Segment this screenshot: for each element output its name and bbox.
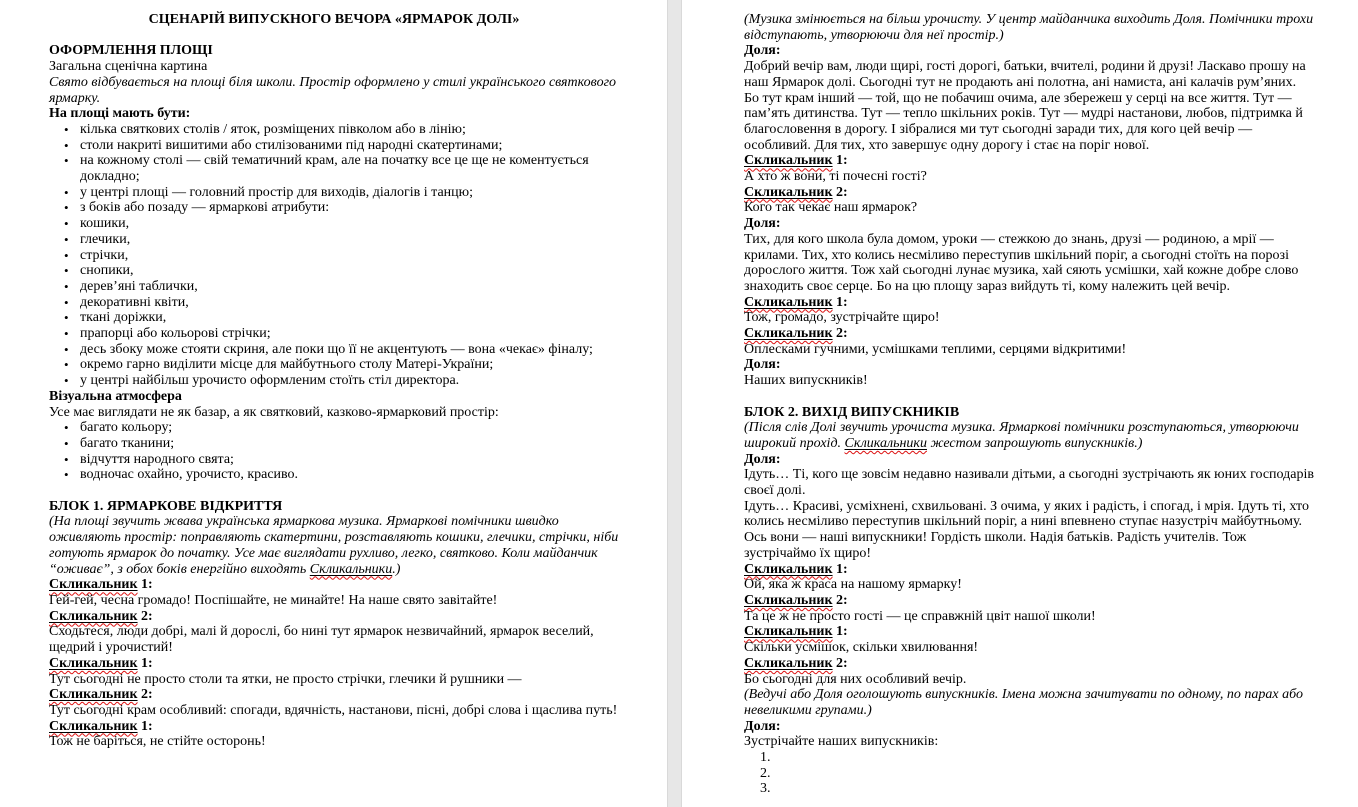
misspelled-word: Скликальники — [309, 561, 393, 577]
paragraph-line: Зустрічайте наших випускників: — [744, 734, 939, 750]
paragraph-line: Тож, громадо, зустрічайте щиро! — [744, 310, 940, 326]
bullet-marker-icon: • — [64, 184, 69, 200]
speaker-label: Доля: — [744, 718, 781, 734]
misspelled-word: Скликальник — [744, 326, 833, 342]
paragraph-line: Кого так чекає наш ярмарок? — [744, 200, 918, 216]
stage-direction: (Ведучі або Доля оголошують випускників. Імена можна зачитувати по одному, по парах або невеликими групами.) — [744, 687, 1303, 718]
paragraph-line: Добрий вечір вам, люди щирі, гості дорогі, батьки, вчителі, родини й друзі! Ласкаво прошу на наш Ярмарок долі. Сьогодні тут не продають ані полотна, ані намиста, ані калачів рум’яних. Бо тут крам інший — той, що не побачиш очима, але збережеш у серці на все життя. Тут — пам’ять дитинства. Тут — тепло шкільних років. Тут — мудрі настанови, любов, підтримка й благословення в дорогу. І зібралися ми тут сьогодні заради тих, для кого цей вечір — особливий. Для тих, хто завершує одну дорогу і стає на поріг нової. — [744, 59, 1306, 153]
paragraph-line: Та це ж не просто гості — це справжній цвіт нашої школи! — [744, 608, 1096, 624]
page-gap-divider — [667, 0, 682, 807]
paragraph-line: Тих, для кого школа була домом, уроки — стежкою до знань, друзі — родиною, а мрії — крилами. Тих, хто колись несміливо переступив шкільний поріг, а сьогодні стоїть на порозі дорослого життя. Тож хай сьогодні лунає музика, хай сяють усмішки, хай кожне добре слово знаходить своє серце. Бо на цю площу зараз вийдуть ті, кому належить цей вечір. — [744, 231, 1299, 294]
bullet-marker-icon: • — [64, 121, 69, 137]
misspelled-word: Скликальник — [744, 624, 833, 640]
bullet-item: • дерев’яні таблички, — [64, 278, 198, 294]
bullet-marker-icon: • — [64, 153, 69, 169]
speaker-label: Скликальник 2: — [744, 593, 848, 608]
paragraph-line: Сходьтеся, люди добрі, малі й дорослі, бо нині тут ярмарок незвичайний, ярмарок веселий, щедрий і урочистий! — [49, 624, 594, 656]
bullet-item: • столи накриті вишитими або стилізованими під народні скатертинами; — [64, 137, 503, 153]
paragraph-line: Скільки усмішок, скільки хвилювання! — [744, 640, 979, 656]
bullet-item: • стрічки, — [64, 247, 129, 263]
paragraph-line: Тож не баріться, не стійте осторонь! — [49, 734, 266, 750]
misspelled-word: Скликальник — [744, 294, 833, 310]
misspelled-word: Скликальник — [49, 718, 138, 734]
page-2 — [682, 0, 1343, 807]
numbered-item: 1. — [760, 750, 771, 766]
misspelled-word: Скликальник — [744, 153, 833, 169]
misspelled-word: Скликальники — [844, 435, 927, 451]
bullet-list — [49, 122, 619, 389]
bullet-marker-icon: • — [64, 467, 69, 483]
paragraph-line: Оплесками гучними, усмішками теплими, серцями відкритими! — [744, 341, 1127, 357]
speaker-label: Скликальник 2: — [49, 608, 153, 624]
misspelled-word: Скликальник — [744, 561, 833, 577]
speaker-label: Доля: — [744, 357, 781, 373]
page-2-content — [744, 12, 1314, 797]
bullet-item: • десь збоку може стояти скриня, але поки що її не акцентують — вона «чекає» фіналу; — [64, 341, 593, 357]
bold-line: Візуальна атмосфера — [49, 388, 182, 404]
misspelled-word: Скликальник — [744, 184, 833, 200]
paragraph-line: Гей-гей, чесна громадо! Поспішайте, не минайте! На наше свято завітайте! — [49, 592, 498, 608]
speaker-label: Скликальник 1: — [744, 153, 848, 169]
stage-direction: (Після слів Долі звучить урочиста музика. Ярмаркові помічники розступаються, утворюючи широкий прохід. Скликальники жестом запрошують випускників.) — [744, 420, 1299, 451]
bullet-item: • кошики, — [64, 216, 130, 232]
bullet-marker-icon: • — [64, 278, 69, 294]
paragraph-line: Тут сьогодні не просто столи та ятки, не просто стрічки, глечики й рушники — — [49, 671, 522, 687]
bullet-marker-icon: • — [64, 373, 69, 389]
bullet-item: • на кожному столі — свій тематичний крам, але на початку все це ще не коментується докладно; — [64, 153, 589, 185]
bullet-item: • водночас охайно, урочисто, красиво. — [64, 467, 299, 483]
speaker-label: Скликальник 2: — [744, 184, 848, 200]
page-1 — [0, 0, 667, 807]
section-heading: БЛОК 1. ЯРМАРКОВЕ ВІДКРИТТЯ — [49, 498, 283, 514]
numbered-item: 2. — [760, 765, 771, 781]
document-title: СЦЕНАРІЙ ВИПУСКНОГО ВЕЧОРА «ЯРМАРОК ДОЛІ» — [148, 12, 520, 27]
misspelled-word: Скликальник — [744, 655, 833, 671]
misspelled-word: Скликальник — [49, 655, 138, 671]
page-1-content — [49, 12, 619, 750]
paragraph-line: Тут сьогодні крам особливий: спогади, вдячність, настанови, пісні, добрі слова і щаслива путь! — [49, 702, 618, 718]
bullet-marker-icon: • — [64, 263, 69, 279]
bold-line: На площі мають бути: — [49, 106, 191, 122]
bullet-item: • у центрі площі — головний простір для виходів, діалогів і танцю; — [64, 184, 474, 200]
bullet-marker-icon: • — [64, 326, 69, 342]
paragraph-line: А хто ж вони, ті почесні гості? — [744, 169, 927, 185]
stage-direction: (Музика змінюється на більш урочисту. У центр майданчика виходить Доля. Помічники трохи відступають, утворюючи для неї простір.) — [744, 12, 1314, 43]
bullet-item: • снопики, — [64, 263, 134, 279]
misspelled-word: Скликальник — [49, 577, 138, 593]
speaker-label: Скликальник 1: — [744, 561, 848, 577]
bullet-marker-icon: • — [64, 216, 69, 232]
speaker-label: Скликальник 2: — [744, 326, 848, 342]
speaker-label: Скликальник 1: — [744, 624, 848, 640]
bullet-marker-icon: • — [64, 310, 69, 326]
bullet-item: • прапорці або кольорові стрічки; — [64, 326, 271, 342]
bullet-item: • декоративні квіти, — [64, 294, 189, 310]
numbered-item: 3. — [760, 781, 771, 797]
stage-direction: Свято відбувається на площі біля школи. Простір оформлено у стилі українського святкового ярмарку. — [49, 74, 617, 106]
numbered-list — [744, 750, 1314, 797]
bullet-marker-icon: • — [64, 451, 69, 467]
speaker-label: Скликальник 2: — [49, 687, 153, 703]
bullet-item: • багато кольору; — [64, 420, 173, 436]
bullet-marker-icon: • — [64, 357, 69, 373]
bullet-item: • ткані доріжки, — [64, 310, 167, 326]
speaker-label: Скликальник 1: — [744, 294, 848, 310]
paragraph-line: Бо сьогодні для них особливий вечір. — [744, 671, 967, 687]
speaker-label: Скликальник 1: — [49, 577, 153, 593]
bullet-item: • у центрі найбільш урочисто оформленим стоїть стіл директора. — [64, 373, 460, 389]
bullet-list — [49, 420, 619, 483]
misspelled-word: Скликальник — [744, 593, 833, 608]
bullet-marker-icon: • — [64, 137, 69, 153]
bullet-item: • відчуття народного свята; — [64, 451, 234, 467]
paragraph-line: Загальна сценічна картина — [49, 59, 208, 75]
bullet-marker-icon: • — [64, 231, 69, 247]
bullet-item: • окремо гарно виділити місце для майбутнього столу Матері-України; — [64, 357, 494, 373]
bullet-marker-icon: • — [64, 435, 69, 451]
paragraph-line: Наших випускників! — [744, 373, 868, 389]
blank-line — [49, 483, 619, 499]
speaker-label: Скликальник 1: — [49, 718, 153, 734]
speaker-label: Скликальник 2: — [744, 655, 848, 671]
paragraph-line: Ідуть… Красиві, усміхнені, схвильовані. З очима, у яких і радість, і спогад, і мрія. Ідуть ті, хто колись несміливо переступив шкільний поріг, а нині впевнено ступає назустріч майбутньому. Ось вони — наші випускники! Гордість школи. Надія батьків. Радість учителів. Тож зустрічаймо їх щиро! — [744, 498, 1309, 561]
bullet-marker-icon: • — [64, 420, 69, 436]
speaker-label: Скликальник 1: — [49, 655, 153, 671]
bullet-item: • кілька святкових столів / яток, розміщених півколом або в лінію; — [64, 121, 466, 137]
bullet-marker-icon: • — [64, 200, 69, 216]
bullet-item: • глечики, — [64, 231, 131, 247]
blank-line — [49, 28, 619, 44]
blank-line — [744, 389, 1314, 405]
section-heading: ОФОРМЛЕННЯ ПЛОЩІ — [49, 43, 213, 59]
stage-direction: (На площі звучить жвава українська ярмаркова музика. Ярмаркові помічники швидко оживляють простір: поправляють скатертини, розставляють кошики, глечики, стрічки, ніби готують ярмарок до початку. Усе має виглядати рухливо, легко, святково. Коли майданчик “оживає”, з обох боків енергійно виходять Скликальники.) — [49, 514, 619, 577]
speaker-label: Доля: — [744, 216, 781, 232]
bullet-item: • з боків або позаду — ярмаркові атрибути: — [64, 200, 330, 216]
speaker-label: Доля: — [744, 43, 781, 59]
paragraph-line: Ідуть… Ті, кого ще зовсім недавно називали дітьми, а сьогодні зустрічають як юних господарів своєї долі. — [744, 467, 1314, 499]
bullet-marker-icon: • — [64, 294, 69, 310]
bullet-marker-icon: • — [64, 341, 69, 357]
paragraph-line: Ой, яка ж краса на нашому ярмарку! — [744, 577, 962, 593]
paragraph-line: Усе має виглядати не як базар, а як святковий, казково-ярмарковий простір: — [49, 404, 499, 420]
section-heading: БЛОК 2. ВИХІД ВИПУСКНИКІВ — [744, 404, 960, 420]
bullet-marker-icon: • — [64, 247, 69, 263]
misspelled-word: Скликальник — [49, 687, 138, 703]
bullet-item: • багато тканини; — [64, 435, 175, 451]
speaker-label: Доля: — [744, 451, 781, 467]
misspelled-word: Скликальник — [49, 608, 138, 624]
